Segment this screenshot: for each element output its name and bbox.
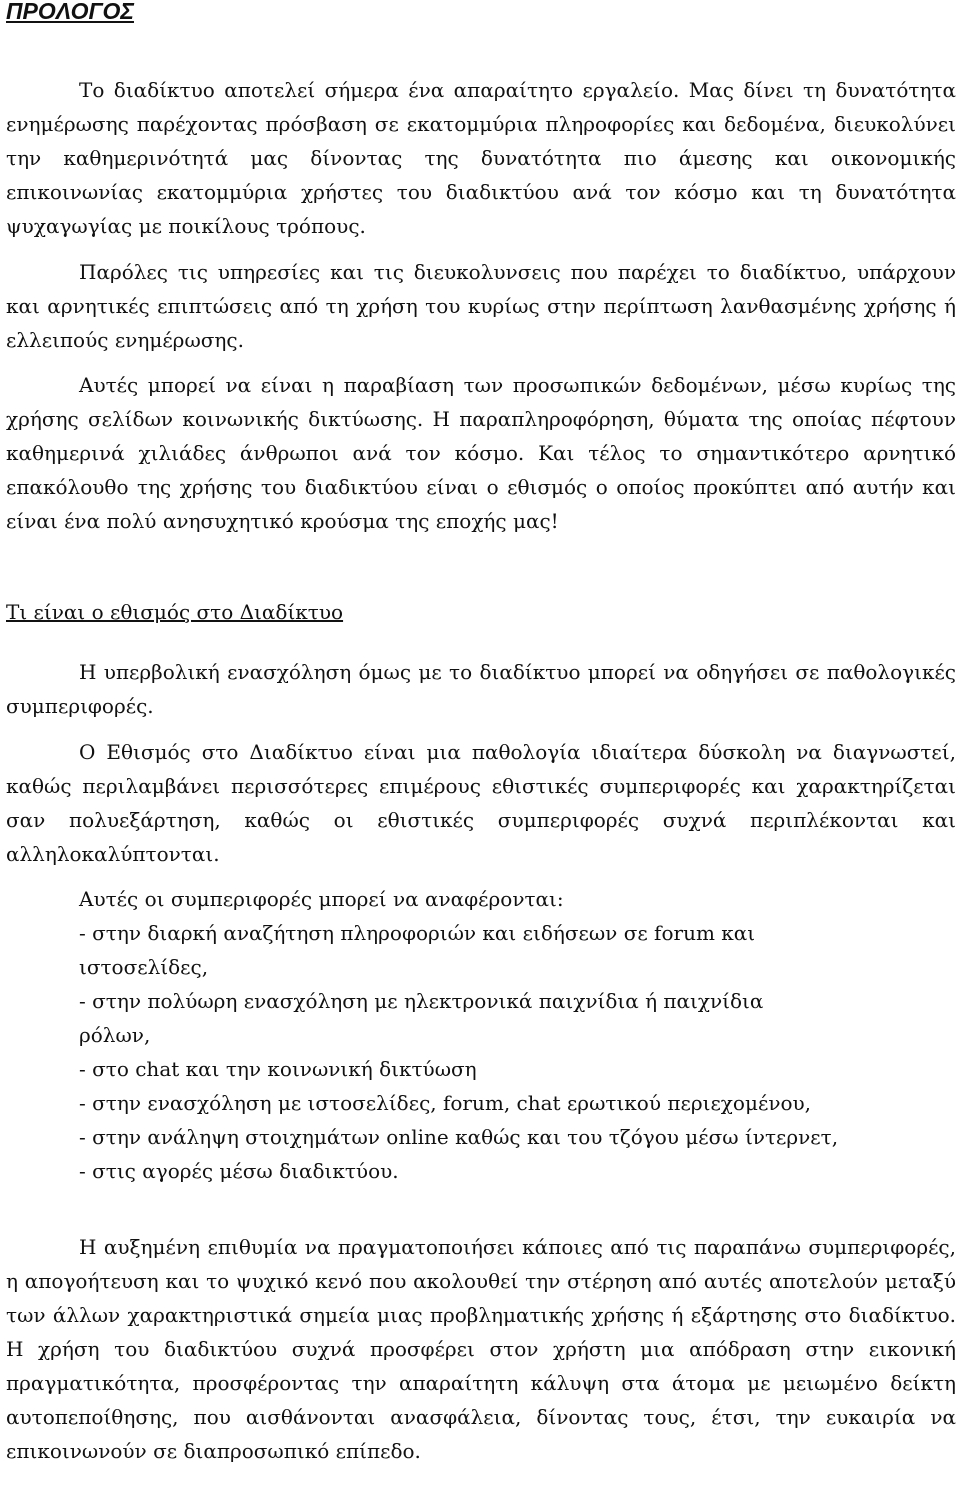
list-item: - στην ανάληψη στοιχημάτων online καθώς και του τζόγου μέσω ίντερνετ, xyxy=(79,1125,839,1149)
section-paragraph-2: Ο Εθισμός στο Διαδίκτυο είναι μια παθολογία ιδιαίτερα δύσκολη να διαγνωστεί, καθώς περιλαμβάνει περισσότερες επιμέρους εθιστικές συμπεριφορές και χαρακτηρίζεται σαν πολυεξάρτηση, καθώς οι εθιστικές συμπεριφορές συχνά περιπλέκονται και αλληλοκαλύπτονται. xyxy=(6,740,956,866)
section-paragraph-1: Η υπερβολική ενασχόληση όμως με το διαδίκτυο μπορεί να οδηγήσει σε παθολογικές συμπεριφορές. xyxy=(6,660,956,718)
intro-paragraph-1: Το διαδίκτυο αποτελεί σήμερα ένα απαραίτητο εργαλείο. Μας δίνει τη δυνατότητα ενημέρωσης παρέχοντας πρόσβαση σε εκατομμύρια πληροφορίες και δεδομένα, διευκολύνει την καθημερινότητά μας δίνοντας της δυνατότητα πιο άμεσης και οικονομικής επικοινωνίας εκατομμύρια χρήστες του διαδικτύου ανά τον κόσμο και τη δυνατότητα ψυχαγωγίας με ποικίλους τρόπους. xyxy=(6,78,956,238)
section-heading: Τι είναι ο εθισμός στο Διαδίκτυο xyxy=(6,600,344,624)
list-item: ιστοσελίδες, xyxy=(79,955,209,979)
document-title: ΠΡΟΛΟΓΟΣ xyxy=(6,0,134,24)
list-item: - στο chat και την κοινωνική δικτύωση xyxy=(79,1057,477,1081)
list-item: ρόλων, xyxy=(79,1023,151,1047)
list-item: - στην ενασχόληση με ιστοσελίδες, forum, chat ερωτικού περιεχομένου, xyxy=(79,1091,812,1115)
intro-paragraph-2: Παρόλες τις υπηρεσίες και τις διευκολυνσεις που παρέχει το διαδίκτυο, υπάρχουν και αρνητικές επιπτώσεις από τη χρήση του κυρίως στην περίπτωση λανθασμένης χρήσης ή ελλειπούς ενημέρωσης. xyxy=(6,260,956,352)
behaviors-list xyxy=(6,882,956,1188)
list-item: - στις αγορές μέσω διαδικτύου. xyxy=(79,1159,399,1183)
list-intro: Αυτές οι συμπεριφορές μπορεί να αναφέρονται: xyxy=(79,887,564,911)
list-item: - στην πολύωρη ενασχόληση με ηλεκτρονικά παιχνίδια ή παιχνίδια xyxy=(79,989,764,1013)
list-item: - στην διαρκή αναζήτηση πληροφοριών και ειδήσεων σε forum και xyxy=(79,921,756,945)
closing-paragraph: Η αυξημένη επιθυμία να πραγματοποιήσει κάποιες από τις παραπάνω συμπεριφορές, η απογοήτευση και το ψυχικό κενό που ακολουθεί την στέρηση από αυτές αποτελούν μεταξύ των άλλων χαρακτηριστικά σημεία μιας προβληματικής χρήσης ή εξάρτησης στο διαδίκτυο. Η χρήση του διαδικτύου συχνά προσφέρει στον χρήστη μια απόδραση στην εικονική πραγματικότητα, προσφέροντας την απαραίτητη κάλυψη στα άτομα με μειωμένο δείκτη αυτοπεποίθησης, που αισθάνονται ανασφάλεια, δίνοντας τους, έτσι, την ευκαιρία να επικοινωνούν σε διαπροσωπικό επίπεδο. xyxy=(6,1235,956,1463)
intro-paragraph-3: Αυτές μπορεί να είναι η παραβίαση των προσωπικών δεδομένων, μέσω κυρίως της χρήσης σελίδων κοινωνικής δικτύωσης. Η παραπληροφόρηση, θύματα της οποίας πέφτουν καθημερινά χιλιάδες άνθρωποι ανά τον κόσμο. Και τέλος το σημαντικότερο αρνητικό επακόλουθο της χρήσης του διαδικτύου είναι ο εθισμός ο οποίος προκύπτει από αυτήν και είναι ένα πολύ ανησυχητικό κρούσμα της εποχής μας! xyxy=(6,373,956,533)
